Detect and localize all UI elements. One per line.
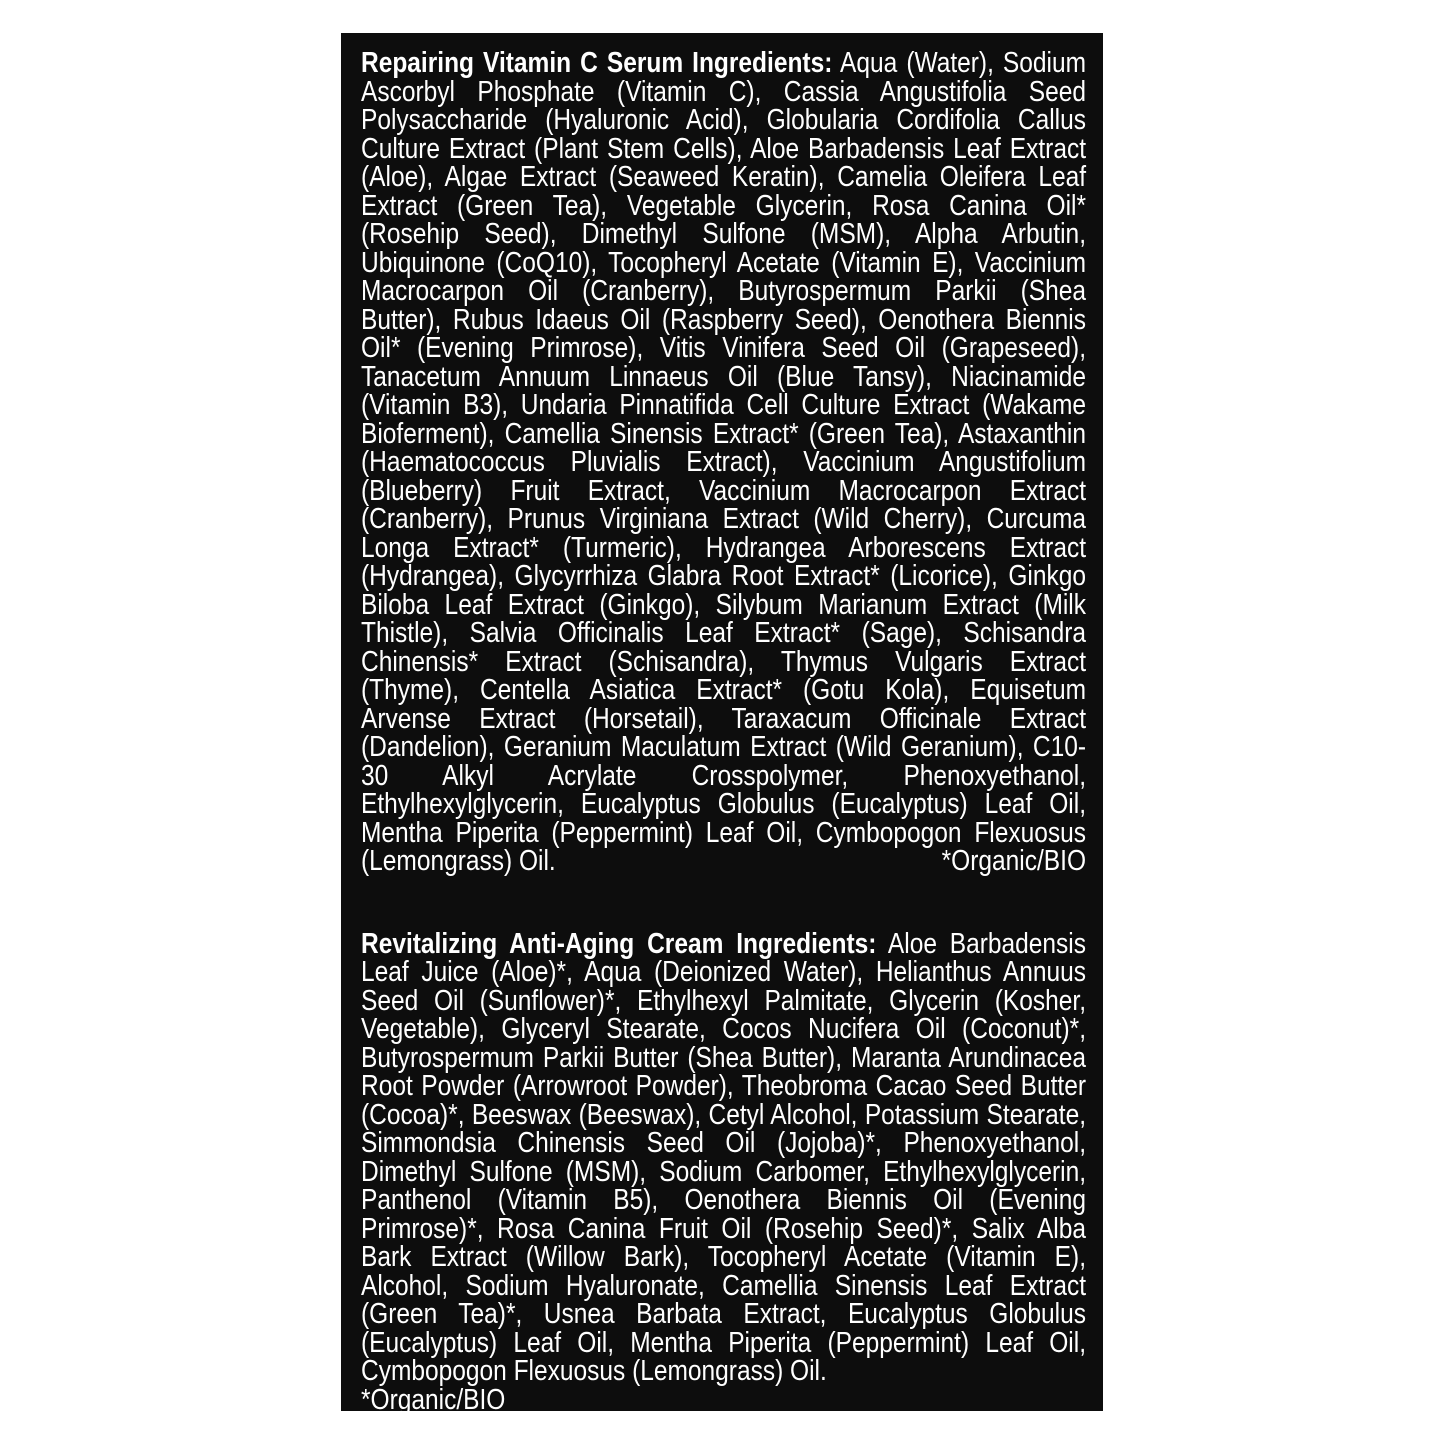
black-label-panel — [341, 33, 1103, 1416]
serum-ingredients-paragraph — [361, 49, 1086, 876]
cream-ingredients-section — [361, 927, 1087, 1416]
serum-ingredients-body: Aqua (Water), Sodium Ascorbyl Phosphate (Vitamin C), Cassia Angustifolia Seed Polysaccharide (Hyaluronic Acid), Globularia Cordifolia Callus Culture Extract (Plant Stem Cells), Aloe Barbadensis Leaf Extract (Aloe), Algae Extract (Seaweed Keratin), Camelia Oleifera Leaf Extract (Green Tea), Vegetable Glycerin, Rosa Canina Oil* (Rosehip Seed), Dimethyl Sulfone (MSM), Alpha Arbutin, Ubiquinone (CoQ10), Tocopheryl Acetate (Vitamin E), Vaccinium Macrocarpon Oil (Cranberry), Butyrospermum Parkii (Shea Butter), Rubus Idaeus Oil (Raspberry Seed), Oenothera Biennis Oil* (Evening Primrose), Vitis Vinifera Seed Oil (Grapeseed), Tanacetum Annuum Linnaeus Oil (Blue Tansy), Niacinamide (Vitamin B3), Undaria Pinnatifida Cell Culture Extract (Wakame Bioferment), Camellia Sinensis Extract* (Green Tea), Astaxanthin (Haematococcus Pluvialis Extract), Vaccinium Angustifolium (Blueberry) Fruit Extract, Vaccinium Macrocarpon Extract (Cranberry), Prunus Virginiana Extract (Wild Cherry), Curcuma Longa Extract* (Turmeric), Hydrangea Arborescens Extract (Hydrangea), Glycyrrhiza Glabra Root Extract* (Licorice), Ginkgo Biloba Leaf Extract (Ginkgo), Silybum Marianum Extract (Milk Thistle), Salvia Officinalis Leaf Extract* (Sage), Schisandra Chinensis* Extract (Schisandra), Thymus Vulgaris Extract (Thyme), Centella Asiatica Extract* (Gotu Kola), Equisetum Arvense Extract (Horsetail), Taraxacum Officinale Extract (Dandelion), Geranium Maculatum Extract (Wild Geranium), C10-30 Alkyl Acrylate Crosspolymer, Phenoxyethanol, Ethylhexylglycerin, Eucalyptus Globulus (Eucalyptus) Leaf Oil, Mentha Piperita (Peppermint) Leaf Oil, Cymbopogon Flexuosus (Lemongrass) Oil. — [361, 47, 1087, 877]
serum-ingredients-section — [361, 49, 1086, 876]
label-text-content — [361, 49, 1086, 1414]
cream-ingredients-heading: Revitalizing Anti-Aging Cream Ingredients: — [361, 927, 877, 960]
cream-organic-footnote: *Organic/BIO — [361, 1383, 506, 1416]
cream-ingredients-paragraph — [361, 927, 1087, 1387]
serum-organic-footnote: *Organic/BIO — [941, 845, 1087, 877]
cream-ingredients-body: Aloe Barbadensis Leaf Juice (Aloe)*, Aqua (Deionized Water), Helianthus Annuus Seed Oil (Sunflower)*, Ethylhexyl Palmitate, Glycerin (Kosher, Vegetable), Glyceryl Stearate, Cocos Nucifera Oil (Coconut)*, Butyrospermum Parkii Butter (Shea Butter), Maranta Arundinacea Root Powder (Arrowroot Powder), Theobroma Cacao Seed Butter (Cocoa)*, Beeswax (Beeswax), Cetyl Alcohol, Potassium Stearate, Simmondsia Chinensis Seed Oil (Jojoba)*, Phenoxyethanol, Dimethyl Sulfone (MSM), Sodium Carbomer, Ethylhexylglycerin, Panthenol (Vitamin B5), Oenothera Biennis Oil (Evening Primrose)*, Rosa Canina Fruit Oil (Rosehip Seed)*, Salix Alba Bark Extract (Willow Bark), Tocopheryl Acetate (Vitamin E), Alcohol, Sodium Hyaluronate, Camellia Sinensis Leaf Extract (Green Tea)*, Usnea Barbata Extract, Eucalyptus Globulus (Eucalyptus) Leaf Oil, Mentha Piperita (Peppermint) Leaf Oil, Cymbopogon Flexuosus (Lemongrass) Oil. — [361, 927, 1087, 1387]
serum-ingredients-heading: Repairing Vitamin C Serum Ingredients: — [361, 47, 833, 79]
